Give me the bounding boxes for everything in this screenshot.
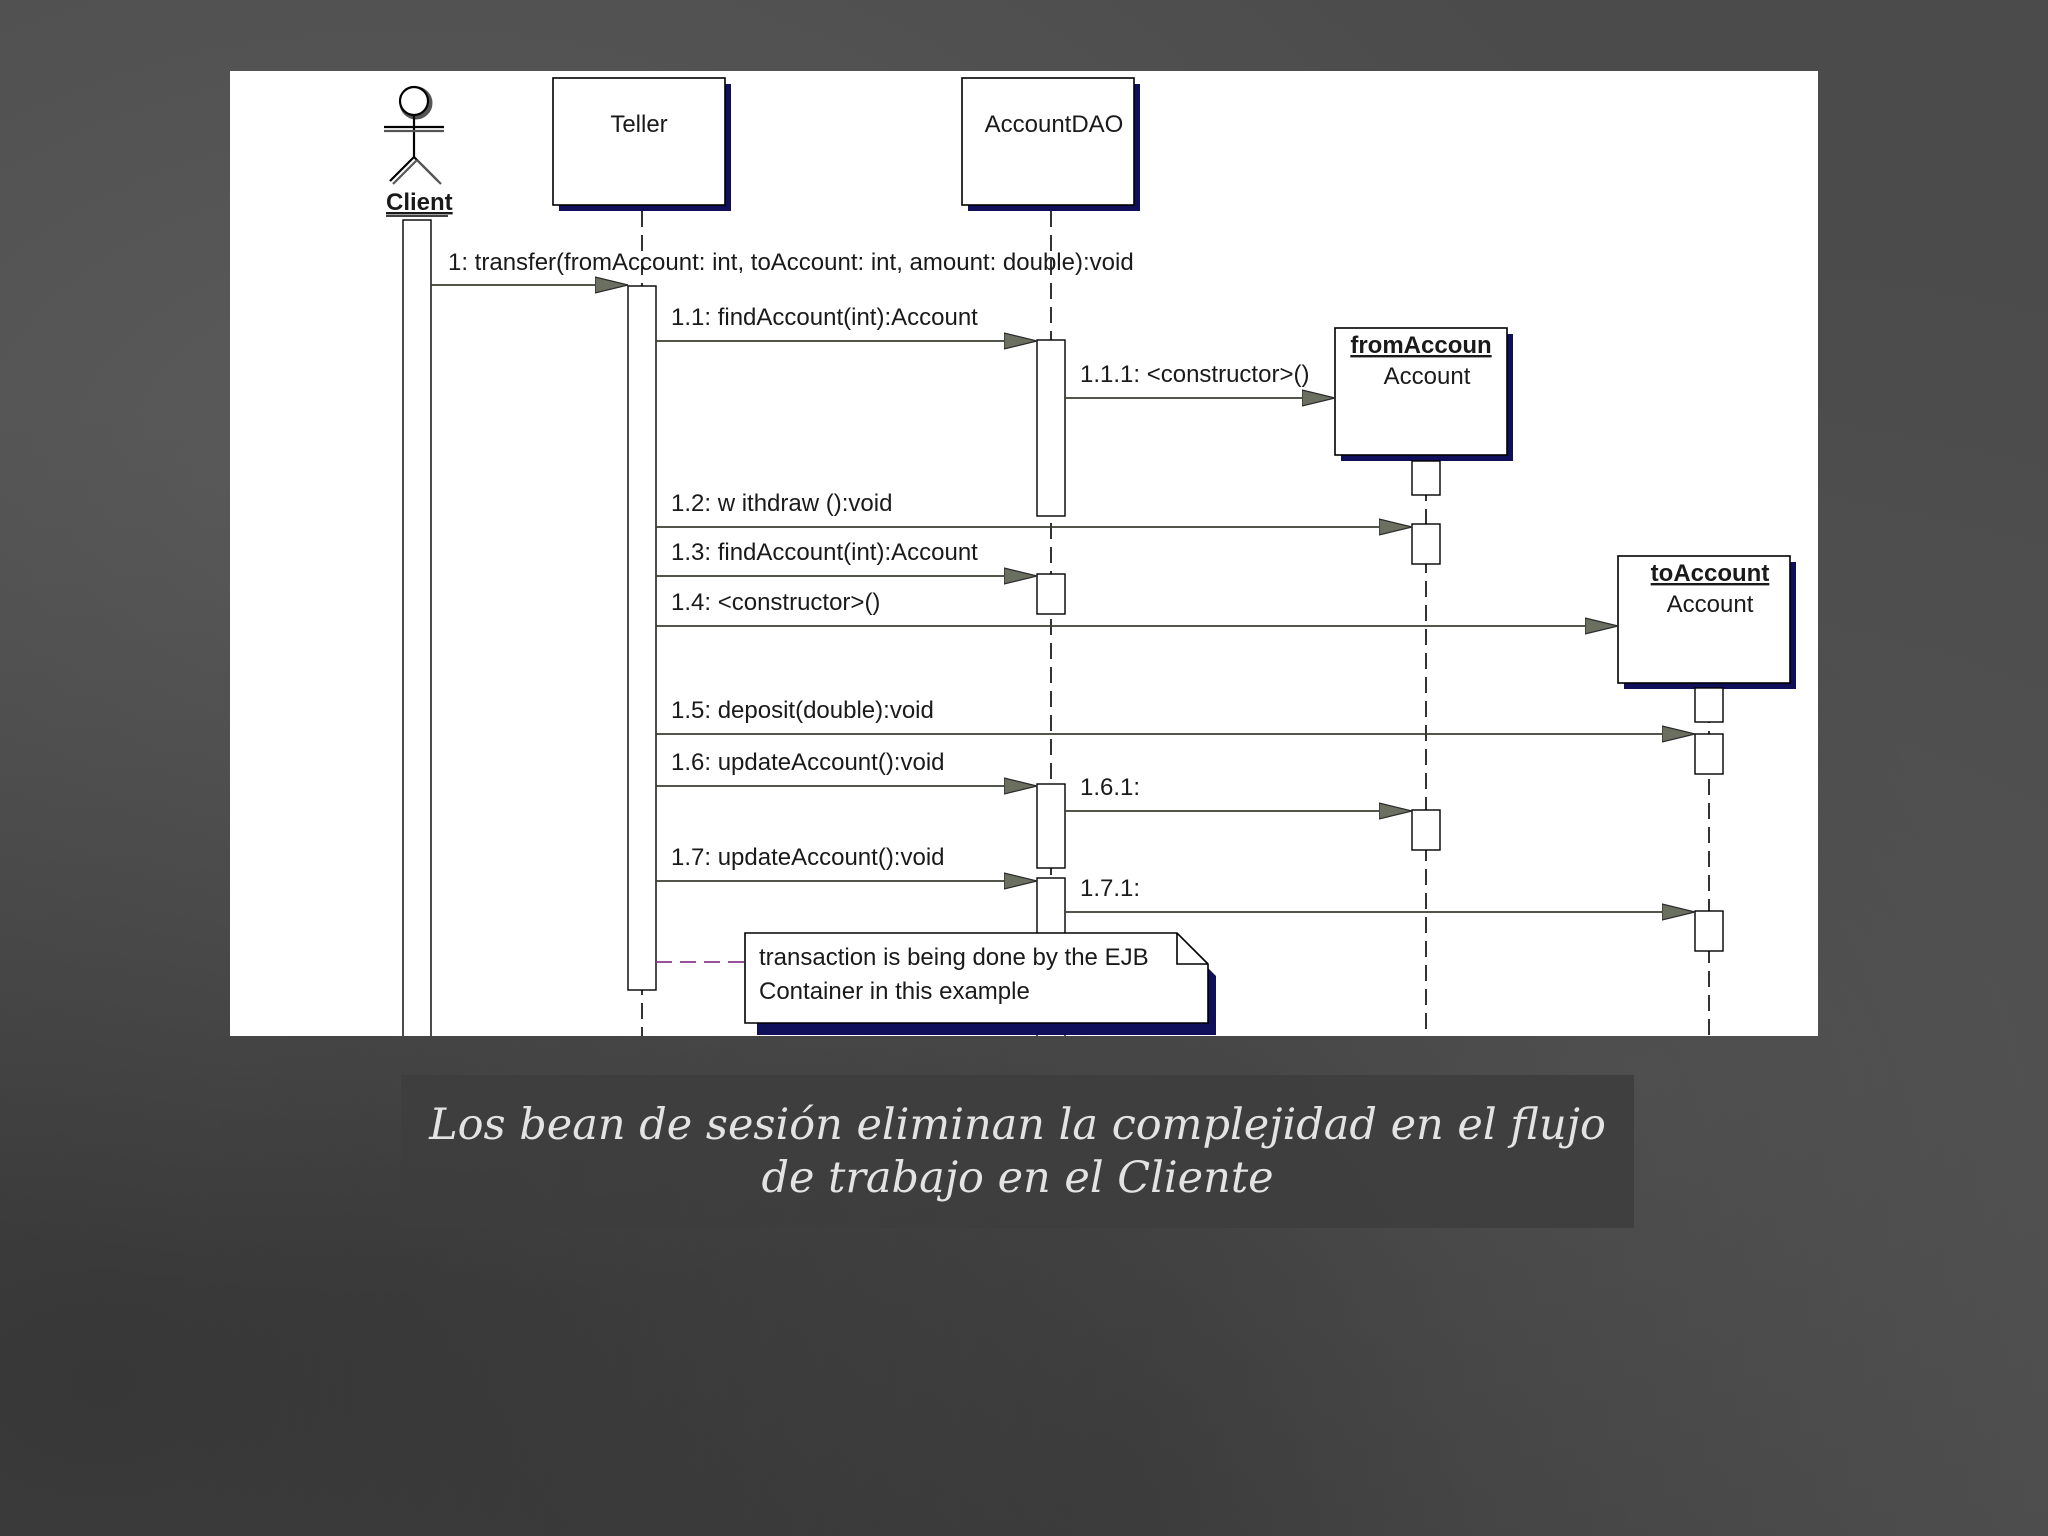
object-dao (962, 78, 1140, 211)
activation-dao-1 (1037, 340, 1065, 516)
message-label-1-4: 1.4: <constructor>() (671, 589, 881, 616)
activation-from-2 (1412, 524, 1440, 564)
message-label-1-3: 1.3: findAccount(int):Account (671, 539, 978, 566)
object-from-name: fromAccoun (1350, 332, 1492, 359)
object-to-type: Account (1666, 591, 1754, 618)
message-label-1-5: 1.5: deposit(double):void (671, 697, 934, 724)
object-from-account (1335, 328, 1513, 461)
activation-dao-2 (1037, 574, 1065, 614)
message-label-1: 1: transfer(fromAccount: int, toAccount: int, amount: double):void (448, 249, 1134, 276)
actor-client (384, 87, 444, 184)
message-label-1-1: 1.1: findAccount(int):Account (671, 304, 978, 331)
activation-client (403, 220, 431, 1036)
activation-to-1 (1695, 688, 1723, 722)
object-to-name: toAccount (1650, 560, 1770, 587)
object-teller-name: Teller (610, 111, 668, 138)
activation-to-3 (1695, 911, 1723, 951)
message-label-1-7: 1.7: updateAccount():void (671, 844, 945, 871)
message-label-1-2: 1.2: w ithdraw ():void (671, 490, 893, 517)
activation-from-1 (1412, 461, 1440, 495)
object-to-account (1618, 556, 1796, 689)
caption-text: Los bean de sesión eliminan la complejidad en el flujo de trabajo en el Cliente (429, 1099, 1606, 1203)
message-label-1-1-1: 1.1.1: <constructor>() (1080, 361, 1310, 388)
object-from-type: Account (1383, 363, 1471, 390)
message-label-1-6: 1.6: updateAccount():void (671, 749, 945, 776)
message-label-1-6-1: 1.6.1: (1080, 774, 1141, 801)
object-dao-name: AccountDAO (984, 111, 1124, 138)
note (745, 933, 1216, 1035)
actor-name: Client (386, 189, 453, 216)
sequence-diagram (230, 71, 1818, 1036)
message-label-1-7-1: 1.7.1: (1080, 875, 1141, 902)
activations (403, 220, 1723, 1036)
activation-teller (628, 286, 656, 990)
activation-dao-3 (1037, 784, 1065, 868)
note-line-1: transaction is being done by the EJB (759, 944, 1149, 971)
activation-to-2 (1695, 734, 1723, 774)
note-line-2: Container in this example (759, 978, 1030, 1005)
object-teller (553, 78, 731, 211)
activation-from-3 (1412, 810, 1440, 850)
caption-box (401, 1075, 1634, 1228)
